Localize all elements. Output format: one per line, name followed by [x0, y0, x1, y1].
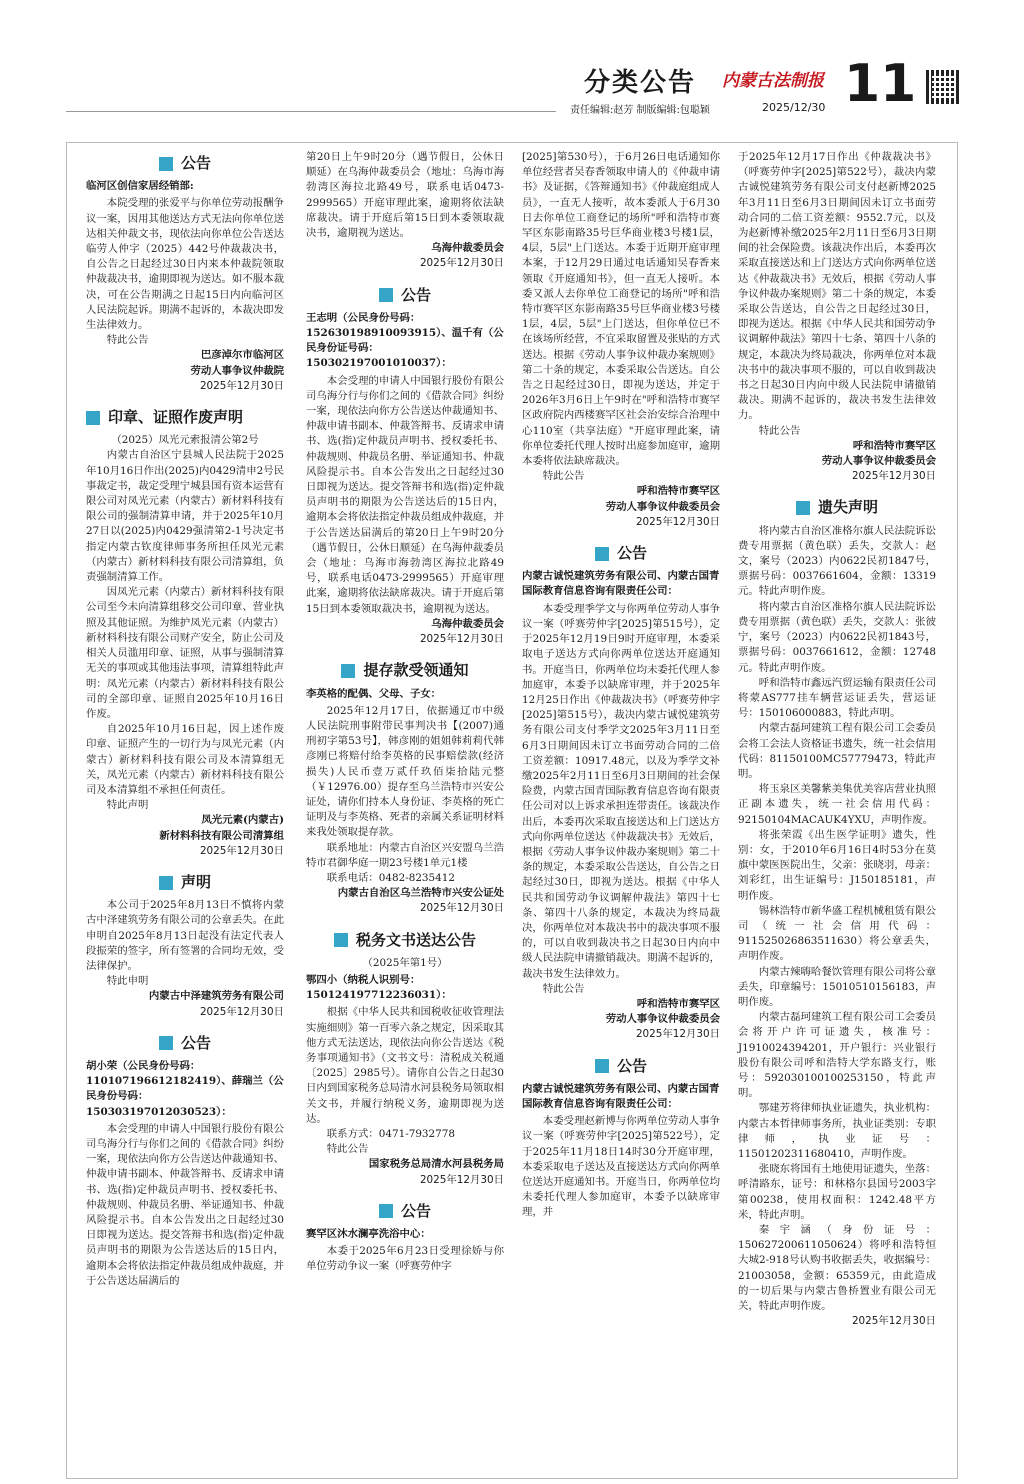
loss-item: 将内蒙古自治区准格尔旗人民法院诉讼费专用票据（黄色联）丢失，交款人：张彼宁，案号（2023）内0622民初1843号，票据号码：0037661612，金额：12748元。特此声明作废。: [738, 600, 936, 674]
column-3: [522, 150, 720, 1221]
notice-phone: 联系电话：0482-8235412: [326, 871, 455, 884]
notice-addressee: 胡小荣（公民身份号码：110107196612182419）、薛瑞兰（公民身份号码：150303197012030523）：: [86, 1059, 284, 1118]
notice-body: 本委于2025年6月23日受理徐娇与你单位劳动争议一案（呼赛劳仲字: [306, 1245, 504, 1273]
loss-item: 内蒙古磊珂建筑工程有限公司工会委员会将开户许可证遗失，核准号：J1910024394201，开户银行：兴业银行股份有限公司呼和浩特大学东路支行，账号：592030100100253150，特此声明。: [738, 1011, 936, 1100]
notice-addressee: 李英格的配偶、父母、子女：: [306, 687, 442, 700]
loss-item: 将内蒙古自治区准格尔旗人民法院诉讼费专用票据（黄色联）丢失，交款人：赵文，案号（2023）内0622民初1847号，票据号码：0037661604，金额：13319元。特此声明作废。: [738, 524, 936, 598]
notice-issuer: 劳动人事争议仲裁委员会: [821, 455, 936, 468]
editors-line: 责任编辑:赵芳 制版编辑:包聪颖: [570, 105, 710, 116]
notice-issuer: 劳动人事争议仲裁院: [190, 364, 284, 377]
notice-issuer: 呼和浩特市赛罕区: [636, 485, 720, 498]
notice-body: 内蒙古自治区宁县城人民法院于2025年10月16日作出(2025)内0429清申2号民事裁定书，裁定受理宁城县国有资本运营有限公司对凤光元素（内蒙古）新材料科技有限公司的强制清算申请，并于2025年10月27日以(2025)内0429强清第2-1号决定书指定内蒙古钦度律师事务所担任凤光元素（内蒙古）新材料科技有限公司清算组，负责强制清算工作。: [86, 449, 284, 584]
column-1: [86, 150, 284, 1289]
loss-item: 呼和浩特市鑫远汽贸运输有限责任公司将蒙AS777挂车辆营运证丢失，营运证号：150106000883，特此声明。: [738, 676, 936, 720]
page-number: 11: [844, 54, 917, 114]
notice-closing: 特此公告: [542, 982, 585, 995]
column-2: [306, 150, 504, 1275]
newspaper-logo: 内蒙古法制报: [722, 71, 824, 91]
notice-body: 本公司于2025年8月13日不慎将内蒙古中泽建筑劳务有限公司的公章丢失。在此申明自2025年8月13日起没有法定代表人段振荣的签字，所有签署的合同均无效，受法律保护。: [86, 899, 284, 972]
loss-item: 张晓东将国有土地使用证遗失，坐落：呼清路东，证号：和林格尔县国号2003字第00238，使用权面积：1242.48平方米，特此声明。: [738, 1163, 936, 1221]
section-title: 分类公告: [584, 68, 697, 98]
notice-number: （2025年第1号）: [362, 956, 448, 969]
loss-item: 秦宇涵（身份证号：150627200611050624）将呼和浩特恒大城2-918号认购书收据丢失，收据编号：21003058，金额：65359元，由此造成的一切后果与内蒙古鲁桥置业有限公司无关，特此声明作废。: [738, 1224, 936, 1313]
notice-body: 因凤光元素（内蒙古）新材料科技有限公司至今未向清算组移交公司印章、营业执照及其他证照。为维护凤光元素（内蒙古）新材料科技有限公司财产安全，防止公司及相关人员滥用印章、证照，从事与强制清算无关的事项或其他违法事项，清算组特此声明：凤光元素（内蒙古）新材料科技有限公司的全部印章、证照自2025年10月16日作废。: [86, 586, 284, 720]
loss-item: 将玉泉区美馨紫美集优美容店营业执照正副本遗失，统一社会信用代码：92150104MACAUK4YXU，声明作废。: [738, 783, 936, 826]
heading-square-icon: [595, 547, 609, 561]
notice-addressee: 临河区创信家居经销部:: [86, 180, 194, 193]
notice-date: 2025年12月30日: [419, 1173, 504, 1186]
notice-phone: 联系方式：0471-7932778: [326, 1127, 455, 1140]
notice-heading: 公告: [306, 288, 504, 303]
notice-body: 2025年12月17日，依据通辽市中级人民法院刑事附带民事判决书【(2007)通刑初字第53号】，韩彦刚的姐姐韩莉莉代韩彦刚已将赔付给李英格的民事赔偿款(经济损失)人民币壹万贰仟玖佰柒拾陆元整（￥12976.00）提存至乌兰浩特市兴安公证处，请你们持本人身份证、李英格的死亡证明及与李英格、死者的亲属关系证明材料来我处领取提存款。: [306, 704, 504, 839]
notice-date: 2025年12月30日: [851, 470, 936, 483]
heading-square-icon: [341, 664, 355, 678]
heading-square-icon: [379, 1204, 393, 1218]
notice-date: 2025年12月30日: [851, 1315, 936, 1328]
heading-square-icon: [595, 1059, 609, 1073]
issue-date: 2025/12/30: [762, 101, 826, 114]
loss-item: 鄂建芳将律师执业证遗失，执业机构：内蒙古本哲律师事务所，执业证类别：专职律师，执业证号：11501202311680410，声明作废。: [738, 1102, 936, 1160]
notice-closing: 特此公告: [542, 470, 585, 483]
notice-closing: 特此声明: [106, 799, 149, 812]
notice-number: （2025）凤光元索报清公第2号: [111, 434, 259, 447]
notice-heading: 声明: [86, 875, 284, 890]
notice-heading: 公告: [86, 1036, 284, 1051]
notice-addressee: 赛罕区沐水澜亭洗浴中心：: [306, 1228, 431, 1240]
notice-date: 2025年12月30日: [635, 1028, 720, 1041]
header-rule: [66, 111, 556, 112]
notice-addressee: 内蒙古诚悦建筑劳务有限公司、内蒙古国青国际教育信息咨询有限责任公司：: [522, 570, 720, 598]
notice-body: 本会受理的申请人中国银行股份有限公司乌海分行与你们之间的《借款合同》纠纷一案，现依法向你方公告送达仲裁通知书、仲裁申请书副本、仲裁答辩书、反请求申请书、选(指)定仲裁员声明书、授权委托书、仲裁规则、仲裁员名册、举证通知书、仲裁风险提示书。自本公告发出之日起经过30日即视为送达。提交答辩书和选(指)定仲裁员声明书的期限为公告送达后的15日内，逾期本会将依法指定仲裁员组成仲裁庭，并于公告送达届满后的: [86, 1122, 284, 1287]
heading-square-icon: [159, 876, 173, 890]
notice-issuer: 乌海仲裁委员会: [431, 242, 504, 255]
notice-heading: 公告: [522, 546, 720, 561]
notice-heading: 公告: [306, 1204, 504, 1219]
loss-item: 内蒙古磊珂建筑工程有限公司工会委员会将工会法人资格证书遗失，统一社会信用代码：81150100MC57779473，特此声明。: [738, 722, 936, 780]
loss-item: 将张荣霞《出生医学证明》遗失，性别：女，于2010年6月16日4时53分在莫旗中蒙医医院出生，父亲：张晓羽，母亲：刘彩红，出生证编号：J150185181，声明作废。: [738, 828, 936, 902]
notice-closing: 特此申明: [106, 975, 149, 988]
notice-heading: 提存款受领通知: [306, 663, 504, 678]
notice-date: 2025年12月30日: [635, 515, 720, 528]
notice-issuer: 内蒙古自治区乌兰浩特市兴安公证处: [337, 887, 504, 900]
notice-body: 自2025年10月16日起，因上述作废印章、证照产生的一切行为与凤光元素（内蒙古）新材料科技有限公司及本清算组无关，凤光元素（内蒙古）新材料科技有限公司及本清算组不承担任何责任。: [86, 723, 284, 796]
loss-item: 内蒙古辣嗨哈餐饮管理有限公司将公章丢失，印章编号：15010510156183，声明作废。: [738, 965, 936, 1008]
notice-date: 2025年12月30日: [199, 1005, 284, 1018]
heading-square-icon: [159, 1036, 173, 1050]
heading-square-icon: [86, 411, 100, 425]
notice-body: 本委受理赵新博与你两单位劳动人事争议一案（呼赛劳仲字[2025]第522号），定于2025年11月18日14时30分开庭审理，本委采取电子送达及直接送达方式向你两单位送达开庭通知书。开庭当日，你两单位均未委托代理人参加庭审，本委予以缺席审理，并: [522, 1115, 720, 1219]
notice-issuer: 呼和浩特市赛罕区: [636, 997, 720, 1010]
notice-heading: 印章、证照作废声明: [86, 410, 284, 425]
notice-date: 2025年12月30日: [199, 844, 284, 857]
notice-issuer: 呼和浩特市赛罕区: [852, 439, 936, 452]
notice-issuer: 新材料科技有限公司清算组: [159, 829, 284, 842]
notice-closing: 特此公告: [326, 1143, 369, 1156]
notice-addressee: 鄂四小（纳税人识别号：150124197712236031）：: [306, 973, 452, 1002]
notice-heading: 公告: [86, 156, 284, 171]
notice-issuer: 乌海仲裁委员会: [431, 617, 504, 630]
notice-date: 2025年12月30日: [199, 379, 284, 392]
notice-heading: 公告: [522, 1059, 720, 1074]
heading-square-icon: [379, 288, 393, 302]
notice-date: 2025年12月30日: [419, 257, 504, 270]
notice-addressee: 内蒙古诚悦建筑劳务有限公司、内蒙古国青国际教育信息咨询有限责任公司：: [522, 1082, 720, 1110]
notice-date: 2025年12月30日: [419, 902, 504, 915]
notice-issuer: 劳动人事争议仲裁委员会: [605, 500, 720, 513]
notice-body: 本院受理的张爱平与你单位劳动报酬争议一案，因用其他送达方式无法向你单位送达相关仲裁文书，现依法向你单位公告送达临劳人仲字（2025）442号仲裁裁决书，自公告之日起经过30日内来本仲裁院领取仲裁裁决书，逾期即视为送达。如不服本裁决，可在公告期满之日起15日内向临河区人民法院起诉。期满不起诉的，本裁决即发生法律效力。: [86, 197, 284, 332]
notice-issuer: 劳动人事争议仲裁委员会: [605, 1013, 720, 1026]
heading-square-icon: [159, 157, 173, 171]
notice-body: 本委受理季学文与你两单位劳动人事争议一案（呼赛劳仲字[2025]第515号），定于2025年12月19日9时开庭审理，本委采取电子送达方式向你两单位送达开庭通知书。开庭当日，你两单位均未委托代理人参加庭审，本委予以缺席审理，并于2025年12月25日作出《仲裁裁决书》（呼赛劳仲字[2025]第515号），裁决内蒙古诚悦建筑劳务有限公司支付季学文2025年3月11日至6月3日期间因未订立书面劳动合同的二倍工资差额：10917.48元，以及为季学文补缴2025年2月11日至6月3日期间的社会保险费，内蒙古国青国际教育信息咨询有限责任公司对以上诉求承担连带责任。该裁决作出后，本委再次采取直接送达和上门送达方式向你两单位送达《仲裁裁决书》无效后，根据《劳动人事争议仲裁办案规则》第二十条的规定，本委采取公告送达，自公告之日起经过30日，即视为送达。根据《中华人民共和国劳动争议调解仲裁法》第四十七条、第四十八条的规定，本裁决为终局裁决，你两单位对本裁决书中的裁决事项不服的，可以自收到裁决书之日起30日内向中级人民法院申请撤销裁决。期满不起诉的，裁决书发生法律效力。: [522, 602, 720, 980]
notice-issuer: 国家税务总局清水河县税务局: [368, 1158, 504, 1171]
notice-issuer: 巴彦淖尔市临河区: [200, 349, 284, 362]
notice-heading: 税务文书送达公告: [306, 933, 504, 948]
notice-closing: 特此公告: [106, 334, 149, 347]
notice-issuer: 凤光元素(内蒙古): [201, 814, 284, 827]
column-4: [738, 150, 936, 1329]
heading-square-icon: [334, 933, 348, 947]
notice-body: 本会受理的申请人中国银行股份有限公司乌海分行与你们之间的《借款合同》纠纷一案，现依法向你方公告送达仲裁通知书、仲裁申请书副本、仲裁答辩书、反请求申请书、选(指)定仲裁员声明书、授权委托书、仲裁规则、仲裁员名册、举证通知书、仲裁风险提示书。自本公告发出之日起经过30日即视为送达。提交答辩书和选(指)定仲裁员声明书的期限为公告送达后的15日内，逾期本会将依法指定仲裁员组成仲裁庭，并于公告送达届满后的第20日上午9时20分（遇节假日，公休日顺延）在乌海仲裁委员会（地址：乌海市海勃湾区海拉北路49号，联系电话0473-2999565）开庭审理此案，逾期将依法缺席裁决。请于开庭后第15日到本委领取裁决书，逾期视为送达。: [306, 374, 504, 615]
notice-date: 2025年12月30日: [419, 633, 504, 646]
notice-body: 根据《中华人民共和国税收征收管理法实施细则》第一百零六条之规定，因采取其他方式无法送达，现依法向你公告送达《税务事项通知书》（文书文号：清税成关税通〔2025〕2985号）。请你自公告之日起30日内到国家税务总局清水河县税务局领取相关文书，并履行纳税义务，逾期即视为送达。: [306, 1006, 504, 1125]
notice-address: 联系地址：内蒙古自治区兴安盟乌兰浩特市君御华庭一期23号楼1单元1楼: [306, 841, 504, 869]
notice-closing: 特此公告: [758, 424, 801, 437]
loss-item: 锡林浩特市新华盛工程机械租赁有限公司（统一社会信用代码：911525026863511630）将公章丢失，声明作废。: [738, 904, 936, 963]
notice-issuer: 内蒙古中泽建筑劳务有限公司: [148, 990, 284, 1003]
heading-square-icon: [796, 501, 810, 515]
masthead: [0, 0, 1024, 140]
notice-heading: 遗失声明: [738, 500, 936, 515]
notice-body: 第20日上午9时20分（遇节假日，公休日顺延）在乌海仲裁委员会（地址：乌海市海勃湾区海拉北路49号，联系电话0473-2999565）开庭审理此案，逾期将依法缺席裁决。请于开庭后第15日到本委领取裁决书，逾期视为送达。: [306, 151, 504, 240]
notice-body: [2025]第530号），于6月26日电话通知你单位经营者吴春香领取申请人的《仲裁申请书》及证据，《答辩通知书》《仲裁庭组成人员》，一直无人接听，故本委派人于6月30日去你单位工商登记的场所"呼和浩特市赛罕区东影南路35号巨华商业楼3号楼1层，4层，5层"上门送达。本委于近期开庭审理本案，于12月29日通过电话通知吴春香来领取《开庭通知书》，但一直无人接听。本委又派人去你单位工商登记的场所"呼和浩特市赛罕区东影南路35号巨华商业楼3号楼1层，4层，5层"上门送达，但你单位已不在该场所经营，不宜采取留置及张贴的方式送达。根据《劳动人事争议仲裁办案规则》第二十条的规定，本委采取公告送达。自公告之日起经过30日，即视为送达，并定于2026年3月6日上午9时在"呼和浩特市赛罕区政府院内西楼赛罕区社会治安综合治理中心110室（共享法庭）"开庭审理此案，请你单位委托代理人按时出庭参加庭审，逾期本委将依法缺席裁决。: [522, 151, 720, 468]
qr-code-icon: [926, 70, 960, 104]
notice-addressee: 王志明（公民身份号码：152630198910093915）、温千有（公民身份证号码：150302197001010037）：: [306, 311, 504, 370]
notice-body: 于2025年12月17日作出《仲裁裁决书》（呼赛劳仲字[2025]第522号），裁决内蒙古诚悦建筑劳务有限公司支付赵新博2025年3月11日至6月3日期间因未订立书面劳动合同的二倍工资差额：9552.7元，以及为赵新博补缴2025年2月11日至6月3日期间的社会保险费。该裁决作出后，本委再次采取直接送达和上门送达方式向你两单位送达《仲裁裁决书》无效后，根据《劳动人事争议仲裁办案规则》第二十条的规定，本委采取公告送达，自公告之日起经过30日，即视为送达。根据《中华人民共和国劳动争议调解仲裁法》第四十七条、第四十八条的规定，本裁决为终局裁决，你两单位对本裁决书中的裁决事项不服的，可以自收到裁决书之日起30日内向中级人民法院申请撤销裁决。期满不起诉的，裁决书发生法律效力。: [738, 151, 936, 422]
